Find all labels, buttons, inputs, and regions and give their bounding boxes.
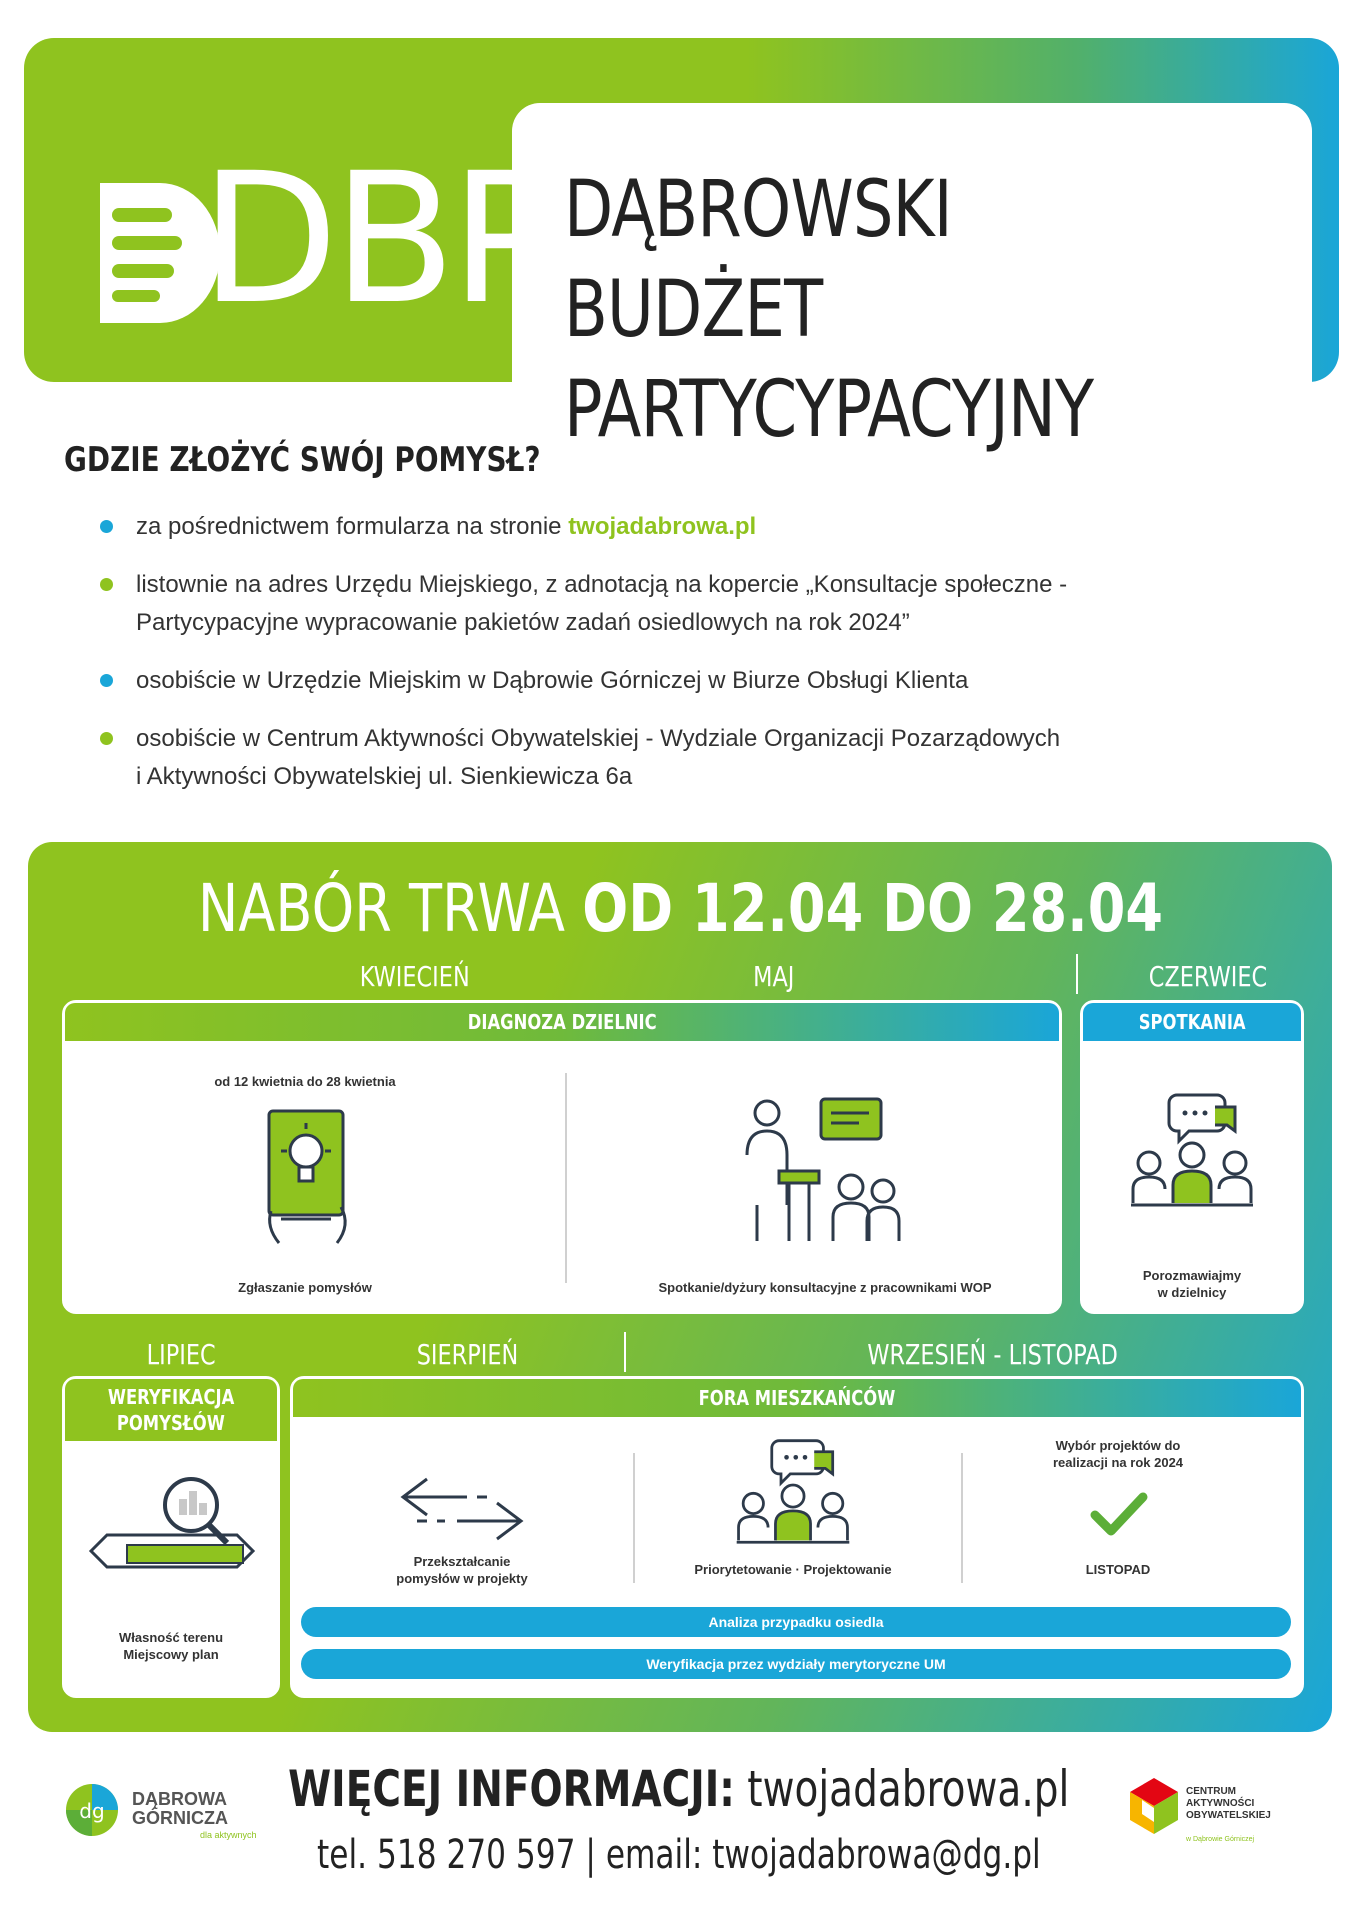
presenter-audience-icon <box>733 1095 913 1245</box>
month-label-august: SIERPIEŃ <box>416 1338 519 1371</box>
month-divider <box>624 1332 626 1372</box>
weryfikacja-caption-line-2: Miejscowy plan <box>123 1647 219 1662</box>
step-november: LISTOPAD <box>1085 1562 1151 1577</box>
contact-text[interactable]: tel. 518 270 597 | email: twojadabrowa@dg.pl <box>317 1832 1041 1878</box>
analysis-bar: Analiza przypadku osiedla <box>301 1607 1291 1637</box>
cao-name <box>1186 1786 1271 1822</box>
date-range-label: od 12 kwietnia do 28 kwietnia <box>214 1074 396 1089</box>
title-line-2: PARTYCYPACYJNY <box>564 365 1094 455</box>
verification-bar: Weryfikacja przez wydziały merytoryczne UM <box>301 1649 1291 1679</box>
step-project-selection-line-2: realizacji na rok 2024 <box>1052 1455 1184 1470</box>
step-project-selection-line-1: Wybór projektów do <box>1055 1438 1181 1453</box>
group-discussion-icon <box>733 1437 853 1557</box>
diagnoza-card-header <box>65 1003 1059 1041</box>
step-transform-ideas-line-2: pomysłów w projekty <box>396 1571 528 1586</box>
bullet-dot-icon <box>100 732 113 745</box>
recruitment-heading-light: NABÓR TRWA <box>197 870 582 947</box>
spotkania-caption <box>1093 1267 1291 1301</box>
diagnoza-card <box>62 1000 1062 1314</box>
weryfikacja-card-header <box>65 1379 277 1441</box>
step-transform-ideas-line-1: Przekształcanie <box>413 1554 511 1569</box>
dg-name-line-1: DĄBROWA <box>132 1789 227 1809</box>
dg-tagline: dla aktywnych <box>200 1830 257 1840</box>
bullet-dot-icon <box>100 674 113 687</box>
list-item-text-line-1: osobiście w Centrum Aktywności Obywatelskiej - Wydziale Organizacji Pozarządowych <box>136 725 1061 752</box>
recruitment-heading-dates: OD 12.04 DO 28.04 <box>581 870 1163 947</box>
recruitment-heading <box>28 870 1332 947</box>
bullet-dot-icon <box>100 520 113 533</box>
spotkania-card-header <box>1083 1003 1301 1041</box>
list-item-text-line-2: i Aktywności Obywatelskiej ul. Sienkiewicza 6a <box>136 763 633 790</box>
spotkania-card-body <box>1083 1041 1301 1311</box>
diagnoza-title: DIAGNOZA DZIELNIC <box>467 1010 657 1034</box>
weryfikacja-card-body <box>65 1441 277 1695</box>
group-discussion-icon <box>1127 1091 1257 1221</box>
checkmark-icon <box>1089 1489 1149 1539</box>
list-item <box>100 566 1280 642</box>
month-label-april: KWIECIEŃ <box>359 960 470 993</box>
weryfikacja-title-line-2: POMYSŁÓW <box>117 1411 225 1435</box>
month-label-september-november: WRZESIEŃ - LISTOPAD <box>867 1338 1118 1371</box>
dg-name-line-2: GÓRNICZA <box>132 1808 228 1828</box>
step-divider <box>961 1453 963 1583</box>
spotkania-caption-line-2: w dzielnicy <box>1157 1285 1227 1300</box>
weryfikacja-title-line-1: WERYFIKACJA <box>107 1385 235 1409</box>
bullet-dot-icon <box>100 578 113 591</box>
list-item-text-line-2: Partycypacyjne wypracowanie pakietów zadań osiedlowych na rok 2024” <box>136 609 910 636</box>
website-link[interactable]: twojadabrowa.pl <box>568 513 757 540</box>
magnifier-map-icon <box>87 1471 257 1581</box>
step-project-selection-title <box>993 1437 1243 1471</box>
step-transform-ideas <box>357 1553 567 1587</box>
cao-tagline: w Dąbrowie Górniczej <box>1186 1836 1255 1843</box>
more-info-url[interactable]: twojadabrowa.pl <box>735 1760 1070 1818</box>
header-banner <box>24 38 1339 455</box>
month-label-may: MAJ <box>753 960 795 993</box>
cao-cube-icon <box>1126 1774 1182 1838</box>
submission-methods-list <box>100 508 1280 816</box>
cao-logo <box>1126 1770 1296 1850</box>
list-item-text: za pośrednictwem formularza na stronie <box>136 513 569 540</box>
step-divider <box>633 1453 635 1583</box>
page-title <box>564 160 1200 460</box>
idea-card-hand-icon <box>251 1107 361 1247</box>
fora-card <box>290 1376 1304 1698</box>
fora-card-body <box>293 1417 1301 1695</box>
weryfikacja-card <box>62 1376 280 1698</box>
diagnoza-card-body <box>65 1041 1059 1311</box>
title-line-1: DĄBROWSKI BUDŻET <box>564 165 952 355</box>
weryfikacja-caption <box>75 1629 267 1663</box>
step-divider <box>565 1073 567 1283</box>
fora-title: FORA MIESZKAŃCÓW <box>698 1386 896 1410</box>
fora-card-header <box>293 1379 1301 1417</box>
cao-name-line-3: OBYWATELSKIEJ <box>1186 1810 1271 1821</box>
transform-arrows-icon <box>397 1469 527 1549</box>
dbp-logo <box>90 135 553 348</box>
step-consultation-meetings: Spotkanie/dyżury konsultacyjne z pracownikami WOP <box>658 1280 992 1295</box>
step-prioritize-design: Priorytetowanie · Projektowanie <box>694 1562 892 1577</box>
list-item <box>100 508 1280 546</box>
more-info-label: WIĘCEJ INFORMACJI: <box>288 1760 736 1818</box>
cao-name-line-1: CENTRUM <box>1186 1786 1236 1797</box>
list-item-text-line-1: listownie na adres Urzędu Miejskiego, z adnotacją na kopercie „Konsultacje społeczne - <box>136 571 1068 598</box>
step-submit-ideas: Zgłaszanie pomysłów <box>238 1280 372 1295</box>
recruitment-timeline-panel <box>28 842 1332 1732</box>
month-divider <box>1076 954 1078 994</box>
logo-letters: DBP <box>200 135 553 344</box>
spotkania-title: SPOTKANIA <box>1138 1010 1246 1034</box>
list-item-text: osobiście w Urzędzie Miejskim w Dąbrowie Górniczej w Biurze Obsługi Klienta <box>136 667 969 694</box>
list-item <box>100 662 1280 700</box>
list-item <box>100 720 1280 796</box>
spotkania-card <box>1080 1000 1304 1314</box>
spotkania-caption-line-1: Porozmawiajmy <box>1142 1268 1242 1283</box>
svg-text:dg: dg <box>79 1799 105 1823</box>
month-label-june: CZERWIEC <box>1148 960 1268 993</box>
section-title-where: GDZIE ZŁOŻYĆ SWÓJ POMYSŁ? <box>64 440 541 480</box>
cao-name-line-2: AKTYWNOŚCI <box>1186 1798 1255 1809</box>
weryfikacja-caption-line-1: Własność terenu <box>118 1630 224 1645</box>
month-label-july: LIPIEC <box>146 1338 216 1371</box>
